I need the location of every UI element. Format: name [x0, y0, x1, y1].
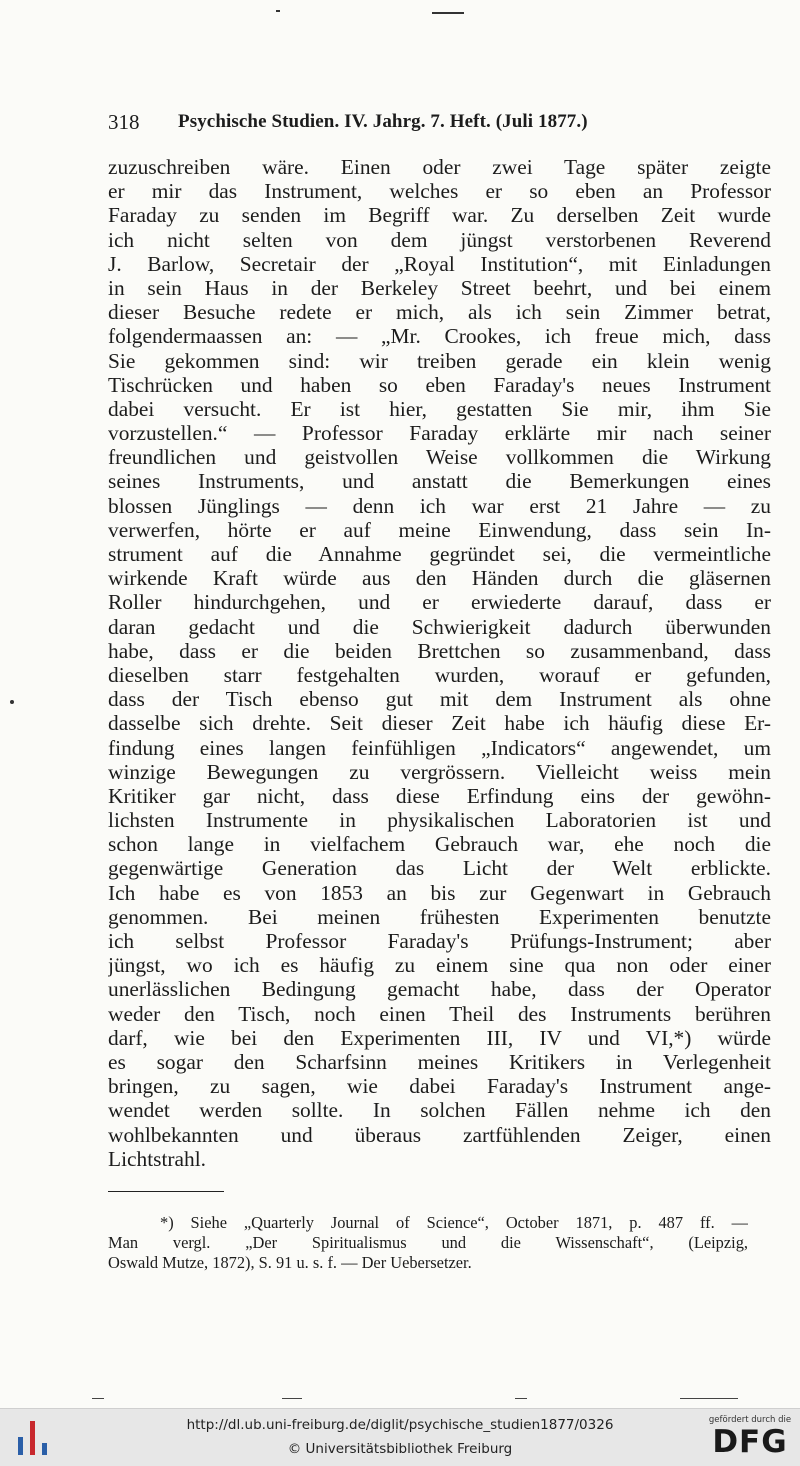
- text-line: lichsten Instrumente in physikalischen Laboratorien ist und: [108, 808, 771, 833]
- text-line: dabei versucht. Er ist hier, gestatten Sie mir, ihm Sie: [108, 396, 771, 421]
- text-line: dass der Tisch ebenso gut mit dem Instrument als ohne: [108, 687, 771, 712]
- text-line: wohlbekannten und überaus zartfühlenden Zeiger, einen: [108, 1122, 771, 1147]
- text-line: Kritiker gar nicht, dass diese Erfindung eins der gewöhn-: [108, 783, 771, 808]
- footnote: [108, 1213, 748, 1273]
- footer-bar: [0, 1408, 800, 1466]
- text-line: J. Barlow, Secretair der „Royal Institution“, mit Einladungen: [108, 251, 771, 276]
- text-line: winzige Bewegungen zu vergrössern. Vielleicht weiss mein: [108, 759, 771, 784]
- text-line: er mir das Instrument, welches er so eben an Professor: [108, 179, 771, 204]
- text-line: Sie gekommen sind: wir treiben gerade ein klein wenig: [108, 348, 771, 373]
- text-line: weder den Tisch, noch einen Theil des Instruments berühren: [108, 1001, 771, 1026]
- footnote-rule: [108, 1191, 224, 1192]
- text-line: zuzuschreiben wäre. Einen oder zwei Tage später zeigte: [108, 155, 771, 179]
- footnote-line: *) Siehe „Quarterly Journal of Science“, October 1871, p. 487 ff. —: [160, 1213, 748, 1232]
- text-line: unerlässlichen Bedingung gemacht habe, dass der Operator: [108, 977, 771, 1002]
- text-line: gegenwärtige Generation das Licht der Welt erblickte.: [108, 856, 771, 881]
- dfg-logo: [708, 1415, 792, 1463]
- text-line: es sogar den Scharfsinn meines Kritikers in Verlegenheit: [108, 1049, 771, 1074]
- text-line: dasselbe sich drehte. Seit dieser Zeit habe ich häufig diese Er-: [108, 711, 771, 736]
- text-line: schon lange in vielfachem Gebrauch war, ehe noch die: [108, 832, 771, 857]
- dfg-caption: gefördert durch die: [708, 1415, 792, 1425]
- running-title: Psychische Studien. IV. Jahrg. 7. Heft. (Juli 1877.): [178, 111, 588, 132]
- text-line: blossen Jünglings — denn ich war erst 21 Jahre — zu: [108, 493, 771, 518]
- text-line: folgendermaassen an: — „Mr. Crookes, ich freue mich, dass: [108, 324, 771, 349]
- text-line: Tischrücken und haben so eben Faraday's neues Instrument: [108, 372, 771, 397]
- scan-marks-top: [0, 0, 800, 30]
- text-line: wirkende Kraft würde aus den Händen durch die gläsernen: [108, 566, 771, 591]
- text-line: dieser Besuche redete er mich, als ich sein Zimmer betrat,: [108, 300, 771, 325]
- text-line: dieselben starr festgehalten wurden, worauf er gefunden,: [108, 662, 771, 687]
- text-line: daran gedacht und die Schwierigkeit dadurch überwunden: [108, 614, 771, 639]
- body-text: [108, 155, 771, 1171]
- text-line: in sein Haus in der Berkeley Street beehrt, und bei einem: [108, 275, 771, 300]
- dfg-logo-text: DFG: [712, 1424, 788, 1460]
- text-line: habe, dass er die beiden Brettchen so zusammenband, dass: [108, 638, 771, 663]
- text-line: ich selbst Professor Faraday's Prüfungs-Instrument; aber: [108, 929, 771, 953]
- permalink-url[interactable]: http://dl.ub.uni-freiburg.de/diglit/psychische_studien1877/0326: [186, 1417, 614, 1433]
- footnote-line: Man vergl. „Der Spiritualismus und die Wissenschaft“, (Leipzig,: [108, 1233, 748, 1252]
- text-line: genommen. Bei meinen frühesten Experimenten benutzte: [108, 904, 771, 929]
- text-line: Roller hindurchgehen, und er erwiederte darauf, dass er: [108, 590, 771, 615]
- text-line: verwerfen, hörte er auf meine Einwendung, dass sein In-: [108, 517, 771, 542]
- text-line: bringen, zu sagen, wie dabei Faraday's Instrument ange-: [108, 1074, 771, 1099]
- text-line: Ich habe es von 1853 an bis zur Gegenwart in Gebrauch: [108, 880, 771, 905]
- footnote-line: Oswald Mutze, 1872), S. 91 u. s. f. — Der Uebersetzer.: [108, 1253, 472, 1272]
- text-line: Lichtstrahl.: [108, 1146, 207, 1171]
- text-line: wendet werden sollte. In solchen Fällen nehme ich den: [108, 1098, 771, 1123]
- page-number: 318: [108, 110, 140, 134]
- text-line: jüngst, wo ich es häufig zu einem sine qua non oder einer: [108, 953, 771, 978]
- page-header: [108, 110, 748, 136]
- text-line: Faraday zu senden im Begriff war. Zu derselben Zeit wurde: [108, 203, 771, 228]
- copyright-notice: © Universitätsbibliothek Freiburg: [287, 1441, 513, 1457]
- text-line: seines Instruments, und anstatt die Bemerkungen eines: [108, 469, 771, 494]
- text-line: ich nicht selten von dem jüngst verstorbenen Reverend: [108, 227, 771, 252]
- text-line: findung eines langen feinfühligen „Indicators“ angewendet, um: [108, 735, 771, 760]
- text-line: freundlichen und geistvollen Weise vollkommen die Wirkung: [108, 445, 771, 470]
- margin-speck: [10, 700, 14, 704]
- text-line: vorzustellen.“ — Professor Faraday erklärte mir nach seiner: [108, 421, 771, 446]
- text-line: darf, wie bei den Experimenten III, IV und VI,*) würde: [108, 1025, 771, 1050]
- text-line: strument auf die Annahme gegründet sei, die vermeintliche: [108, 542, 771, 566]
